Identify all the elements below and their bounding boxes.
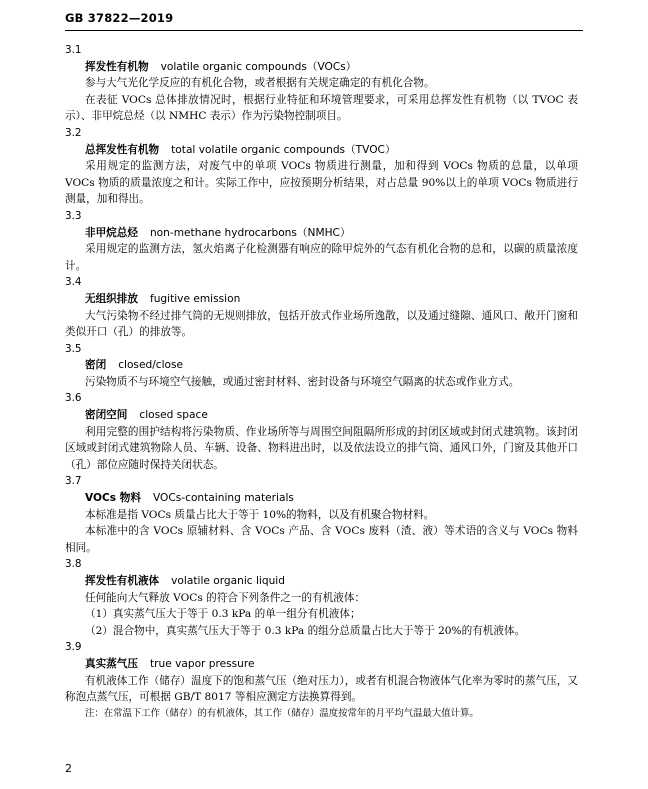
section-3-7 [65,473,578,556]
section-number: 3.9 [65,641,82,654]
term-zh: 密闭空间 [85,409,128,422]
section-number: 3.3 [65,209,82,222]
definition-paragraph: 利用完整的围护结构将污染物质、作业场所等与周围空间阻隔所形成的封闭区域或封闭式建筑物。该封闭区域或封闭式建筑物除人员、车辆、设备、物料进出时，以及依法设立的排气筒、通风口外，门窗及其他开口（孔）部位应随时保持关闭状态。 [65,425,578,471]
definition-paragraph: 有机液体工作（储存）温度下的饱和蒸气压（绝对压力），或者有机混合物液体气化率为零时的蒸气压，又称泡点蒸气压，可根据 GB/T 8017 等相应测定方法换算得到。 [65,674,578,704]
section-number: 3.4 [65,276,82,289]
document-body [65,42,578,722]
term-heading [85,407,578,424]
definition-paragraph: 在表征 VOCs 总体排放情况时，根据行业特征和环境管理要求，可采用总挥发性有机物（以 TVOC 表示）、非甲烷总烃（以 NMHC 表示）作为污染物控制项目。 [65,93,578,123]
term-en: fugitive emission [149,292,241,305]
term-heading [85,656,578,673]
term-zh: 真实蒸气压 [85,657,138,670]
term-heading [85,490,578,507]
section-3-9 [65,639,578,722]
term-zh: VOCs 物料 [85,492,141,505]
section-number: 3.1 [65,44,82,56]
term-zh: 挥发性有机液体 [85,575,160,587]
section-number: 3.8 [65,558,82,571]
term-en: volatile organic compounds（VOCs） [160,60,357,73]
section-number: 3.2 [65,126,82,139]
section-3-2 [65,125,578,208]
term-heading [85,59,578,76]
definition-paragraph: 污染物质不与环境空气接触，或通过密封材料、密封设备与环境空气隔离的状态或作业方式。 [85,375,520,388]
definition-paragraph: 参与大气光化学反应的有机化合物，或者根据有关规定确定的有机化合物。 [85,77,435,90]
header-rule [65,30,583,31]
term-heading [85,225,578,242]
section-3-8 [65,556,578,639]
definition-paragraph: 大气污染物不经过排气筒的无规则排放，包括开放式作业场所逸散，以及通过缝隙、通风口、敞开门窗和类似开口（孔）的排放等。 [65,309,578,339]
term-en: closed/close [118,359,184,372]
condition-list-item: （1）真实蒸气压大于等于 0.3 kPa 的单一组分有机液体； [85,608,361,621]
term-zh: 密闭 [85,359,107,372]
condition-list-item: （2）混合物中，真实蒸气压大于等于 0.3 kPa 的组分总质量占比大于等于 20%的有机液体。 [85,624,526,637]
term-en: closed space [139,409,208,422]
term-heading [85,573,578,590]
section-number: 3.5 [65,342,82,355]
section-3-1 [65,42,578,125]
section-3-4 [65,274,578,340]
term-heading [85,142,578,159]
term-en: non-methane hydrocarbons（NMHC） [149,226,351,239]
standard-code-header: GB 37822—2019 [65,11,174,25]
section-3-5 [65,341,578,391]
term-heading [85,357,578,374]
definition-paragraph: 本标准中的含 VOCs 原辅材料、含 VOCs 产品、含 VOCs 废料（渣、液）等术语的含义与 VOCs 物料相同。 [65,525,578,554]
term-zh: 挥发性有机物 [85,60,149,73]
page-number: 2 [65,762,72,775]
definition-paragraph: 本标准是指 VOCs 质量占比大于等于 10%的物料，以及有机聚合物材料。 [85,508,435,521]
definition-paragraph: 采用规定的监测方法，氢火焰离子化检测器有响应的除甲烷外的气态有机化合物的总和，以碳的质量浓度计。 [65,243,578,272]
term-en: total volatile organic compounds（TVOC） [171,143,396,156]
section-3-3 [65,208,578,274]
term-heading [85,291,578,308]
term-zh: 总挥发性有机物 [85,143,160,156]
term-zh: 非甲烷总烃 [85,226,138,239]
section-3-6 [65,390,578,473]
term-en: volatile organic liquid [171,575,285,587]
term-en: true vapor pressure [149,657,255,670]
definition-paragraph: 采用规定的监测方法，对废气中的单项 VOCs 物质进行测量，加和得到 VOCs 物质的总量，以单项 VOCs 物质的质量浓度之和计。实际工作中，应按预期分析结果，对占总量 90%以上的单项 VOCs 物质进行测量，加和得出。 [65,160,578,206]
term-en: VOCs-containing materials [152,492,294,505]
section-number: 3.6 [65,392,82,405]
section-number: 3.7 [65,475,82,488]
note-text: 注：在常温下工作（储存）的有机液体，其工作（储存）温度按常年的月平均气温最大值计算。 [85,707,479,719]
term-zh: 无组织排放 [85,292,138,305]
definition-paragraph: 任何能向大气释放 VOCs 的符合下列条件之一的有机液体： [85,591,366,604]
